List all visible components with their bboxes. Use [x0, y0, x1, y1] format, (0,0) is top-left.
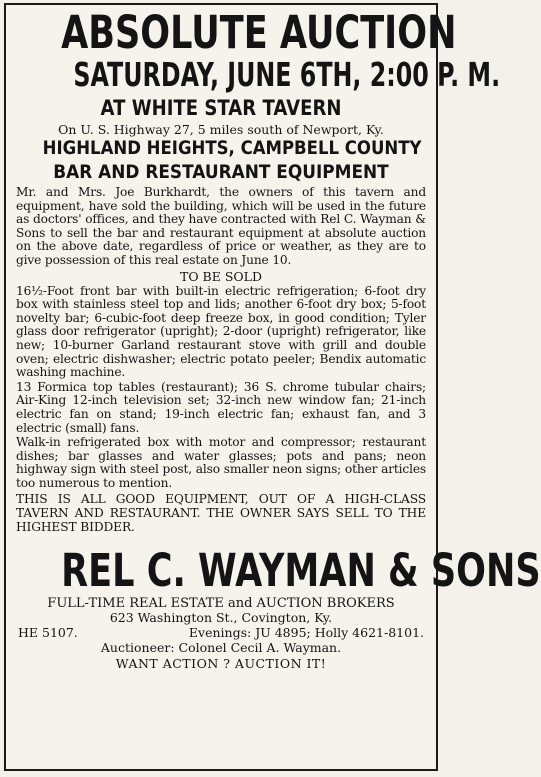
list-item: 13 Formica top tables (restaurant); 36 S. chrome tubular chairs; Air-King 12-inch television set; 32-inch new window fan; 21-inch electric fan on stand; 19-inch electric fan; exhaust fan, and 3 electric (small) fans. [16, 379, 426, 435]
county-line: HIGHLAND HEIGHTS, CAMPBELL COUNTY [42, 137, 422, 159]
venue-location: On U. S. Highway 27, 5 miles south of Newport, Ky. [58, 122, 384, 137]
item-list [16, 285, 426, 491]
list-item: 16½-Foot front bar with built-in electric refrigeration; 6-foot dry box with stainless steel top and lids; another 6-foot dry box; 5-foot novelty bar; 6-cubic-foot deep freeze box, in good condition; Tyler glass door refrigerator (upright); 2-door (upright) refrigerator, like new; 10-burner Garland restaurant stove with grill and double oven; electric dishwasher; electric potato peeler; Bendix automatic washing machine. [16, 283, 426, 380]
firm-name: REL C. WAYMAN & SONS [61, 544, 541, 598]
intro-paragraph: Mr. and Mrs. Joe Burkhardt, the owners of this tavern and equipment, have sold the building, which will be used in the future as doctors' offices, and they have contracted with Rel C. Wayman & Sons to sell the bar and restaurant equipment at absolute auction on the above date, regardless of price or weather, as they are to give possession of this real estate on June 10. [16, 185, 426, 267]
equipment-heading: BAR AND RESTAURANT EQUIPMENT [53, 161, 389, 183]
venue-name: AT WHITE STAR TAVERN [100, 96, 342, 120]
firm-address: 623 Washington St., Covington, Ky. [109, 610, 333, 626]
auction-advertisement [4, 3, 541, 771]
headline: ABSOLUTE AUCTION [61, 6, 457, 59]
auctioneer-name: Auctioneer: Colonel Cecil A. Wayman. [100, 640, 342, 656]
list-item: Walk-in refrigerated box with motor and compressor; restaurant dishes; bar glasses and water glasses; pots and pans; neon highway sign with steel post, also smaller neon signs; other articles too numerous to mention. [16, 435, 426, 490]
to-be-sold-heading: TO BE SOLD [180, 268, 262, 284]
office-phone: HE 5107. [18, 625, 78, 641]
broker-description: FULL-TIME REAL ESTATE and AUCTION BROKERS [47, 596, 395, 612]
closing-statement: THIS IS ALL GOOD EQUIPMENT, OUT OF A HIGH-CLASS TAVERN AND RESTAURANT. THE OWNER SAYS SELL TO THE HIGHEST BIDDER. [16, 492, 426, 534]
auction-date: SATURDAY, JUNE 6TH, 2:00 P. M. [73, 55, 501, 94]
phone-row [16, 625, 426, 640]
evening-phones: Evenings: JU 4895; Holly 4621-8101. [188, 625, 424, 641]
slogan: WANT ACTION ? AUCTION IT! [115, 656, 327, 672]
